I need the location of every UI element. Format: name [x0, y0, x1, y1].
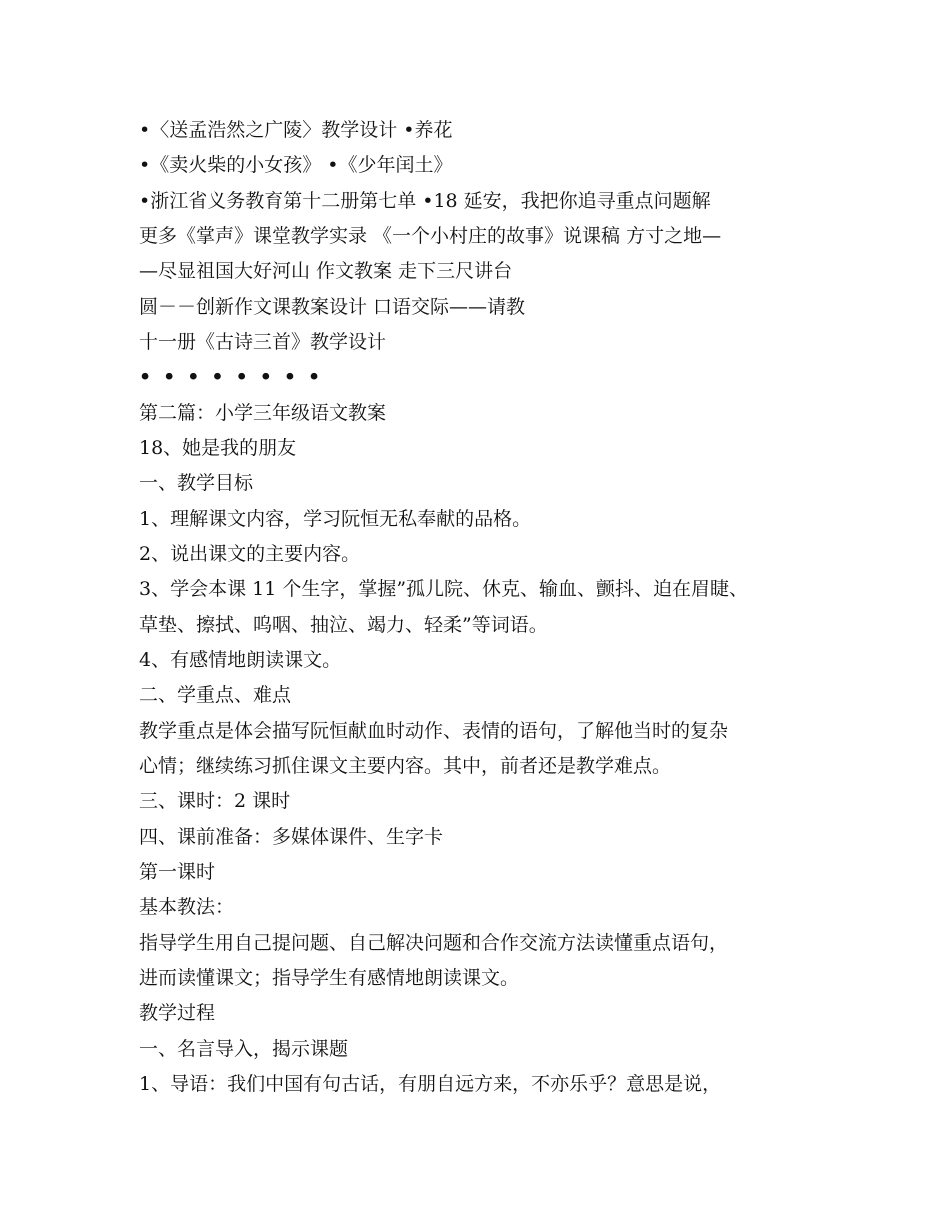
basic-method-heading: 基本教法： [139, 896, 235, 918]
basic-method-text-cont: 进而读懂课文；指导学生有感情地朗读课文。 [139, 967, 520, 989]
related-links-line-2: •《卖火柴的小女孩》 •《少年闰土》 [139, 154, 453, 176]
related-links-line-6: 圆－－创新作文课教案设计 口语交际——请教 [139, 296, 526, 318]
first-lesson-heading: 第一课时 [139, 861, 216, 883]
lesson-title: 18、她是我的朋友 [139, 437, 297, 459]
heading-preparation: 四、课前准备：多媒体课件、生字卡 [139, 826, 444, 848]
objective-3-cont: 草垫、擦拭、呜咽、抽泣、竭力、轻柔”等词语。 [139, 614, 548, 636]
heading-class-hours: 三、课时：2 课时 [139, 790, 291, 812]
key-points-text: 教学重点是体会描写阮恒献血时动作、表情的语句，了解他当时的复杂 [139, 720, 729, 742]
step-1-heading: 一、名言导入，揭示课题 [139, 1038, 349, 1060]
objective-1: 1、理解课文内容，学习阮恒无私奉献的品格。 [139, 508, 532, 530]
objective-4: 4、有感情地朗读课文。 [139, 649, 342, 671]
related-links-line-7: 十一册《古诗三首》教学设计 [139, 331, 387, 353]
key-points-text-cont: 心情；继续练习抓住课文主要内容。其中，前者还是教学难点。 [139, 755, 672, 777]
objective-2: 2、说出课文的主要内容。 [139, 543, 361, 565]
section-title: 第二篇：小学三年级语文教案 [139, 402, 387, 424]
related-links-line-5: —尽显祖国大好河山 作文教案 走下三尺讲台 [139, 260, 513, 282]
basic-method-text: 指导学生用自己提问题、自己解决问题和合作交流方法读懂重点语句， [139, 932, 729, 954]
dot-separator: •••••••• [139, 366, 333, 388]
related-links-line-1: •〈送孟浩然之广陵〉教学设计 •养花 [139, 119, 453, 141]
heading-key-points: 二、学重点、难点 [139, 684, 292, 706]
process-heading: 教学过程 [139, 1002, 216, 1024]
step-1-text: 1、导语：我们中国有句古话，有朋自远方来，不亦乐乎？意思是说， [139, 1073, 722, 1095]
related-links-line-3: •浙江省义务教育第十二册第七单 •18 延安，我把你追寻重点问题解 [139, 190, 711, 212]
related-links-line-4: 更多《掌声》课堂教学实录 《一个小村庄的故事》说课稿 方寸之地— [139, 225, 722, 247]
heading-objectives: 一、教学目标 [139, 472, 254, 494]
objective-3: 3、学会本课 11 个生字，掌握”孤儿院、休克、输血、颤抖、迫在眉睫、 [139, 578, 749, 600]
